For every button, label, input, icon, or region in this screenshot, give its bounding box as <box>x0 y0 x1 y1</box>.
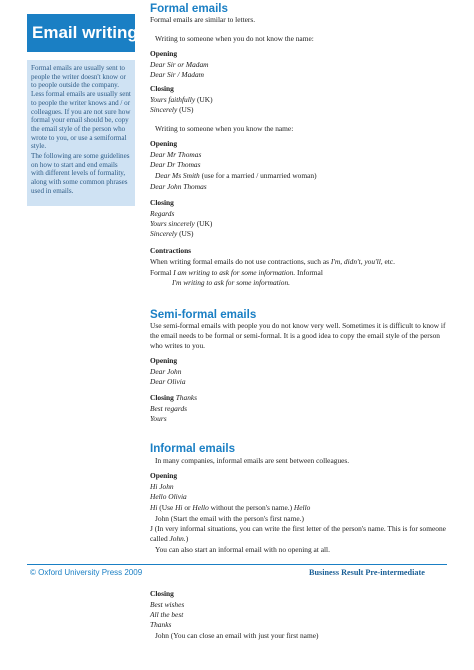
opening-phrase-ms <box>155 171 317 181</box>
informal-label: Informal <box>297 268 323 277</box>
opening-phrase: Dear Olivia <box>150 377 186 386</box>
closing-phrase: Best regards <box>150 404 188 413</box>
opening-phrase: Hello Olivia <box>150 492 187 501</box>
label-contractions: Contractions <box>150 246 192 255</box>
closing-region: (US) <box>179 229 194 238</box>
opening-phrase: Dear Mr Thomas <box>150 150 202 159</box>
closing-line <box>150 393 197 403</box>
contractions-examples: I'm, didn't, you'll, <box>330 257 383 266</box>
hi-text: (Use <box>159 503 174 512</box>
j-line <box>150 524 450 544</box>
closing-phrase-text: Yours sincerely <box>150 219 195 228</box>
label-opening: Opening <box>150 139 178 148</box>
closing-phrase: Regards <box>150 209 175 218</box>
closing-phrase: All the best <box>150 610 184 619</box>
formal-example-text: I am writing to ask for some information. <box>173 268 296 277</box>
informal-example: I'm writing to ask for some information. <box>172 278 290 287</box>
opening-phrase: Hi John <box>150 482 174 491</box>
hello-word: Hello <box>192 503 209 512</box>
closing-phrase: Best wishes <box>150 600 185 609</box>
hi-word: Hi <box>150 503 158 512</box>
hello-word: Hello <box>293 503 311 512</box>
closing-region: (US) <box>179 105 194 114</box>
opening-phrase: Dear Sir / Madam <box>150 70 204 79</box>
closing-region: (UK) <box>196 95 213 104</box>
opening-phrase: Dear Dr Thomas <box>150 160 201 169</box>
closing-phrase <box>150 219 212 229</box>
closing-phrase-john: John (You can close an email with just your first name) <box>155 631 319 640</box>
contractions-sentence: When writing formal emails do not use contractions, such as <box>150 257 329 266</box>
hi-line <box>150 503 310 513</box>
label-opening: Opening <box>150 356 178 365</box>
footer-divider <box>27 564 447 565</box>
closing-phrase: Yours <box>150 414 167 423</box>
no-opening-line: You can also start an informal email with no opening at all. <box>155 545 330 554</box>
footer-book-title: Business Result Pre-intermediate <box>309 568 425 577</box>
formal-intro: Formal emails are similar to letters. <box>150 15 256 24</box>
section-heading-semiformal: Semi-formal emails <box>150 308 257 321</box>
sidebar-paragraph: The following are some guidelines on how to start and end emails with different levels of formality, along with some common phrases used in emails. <box>31 152 130 195</box>
label-closing: Closing <box>150 589 174 598</box>
closing-phrase-text: Sincerely <box>150 105 178 114</box>
closing-region: (UK) <box>196 219 213 228</box>
contractions-text <box>150 257 395 267</box>
john-line: John (Start the email with the person's first name.) <box>155 514 304 523</box>
hi-text: without the person's name.) <box>210 503 293 512</box>
label-closing: Closing <box>150 393 174 402</box>
closing-phrase <box>150 229 193 239</box>
hi-text: or <box>184 503 191 512</box>
formal-example <box>150 268 323 278</box>
j-end: ) <box>185 534 189 543</box>
informal-intro: In many companies, informal emails are sent between colleagues. <box>155 456 350 465</box>
formal-label: Formal <box>150 268 172 277</box>
closing-phrase: Thanks <box>150 620 172 629</box>
page-title: Email writing <box>27 14 135 52</box>
sidebar-paragraph: Formal emails are usually sent to people the writer doesn't know or to people outside the company. Less formal emails are usually sent to people the writer knows and / or colleagues. If you are not sure how formal your email should be, copy the email style of the person who wrote to you, or use a semiformal style. <box>31 64 131 151</box>
label-closing: Closing <box>150 198 174 207</box>
contractions-etc: etc. <box>384 257 395 266</box>
hi-word: Hi <box>175 503 183 512</box>
closing-phrase-text: Thanks <box>175 393 198 402</box>
j-name: John. <box>169 534 186 543</box>
opening-phrase: Dear Sir or Madam <box>150 60 209 69</box>
opening-phrase: Dear John <box>150 367 182 376</box>
opening-note: (use for a married / unmarried woman) <box>201 171 317 180</box>
closing-phrase-text: Sincerely <box>150 229 178 238</box>
semiformal-intro: Use semi-formal emails with people you do not know very well. Sometimes it is difficult to know if the email needs to be formal or semi-formal. It is a good idea to copy the email style of the person who writes to you. <box>150 321 446 350</box>
footer-copyright: © Oxford University Press 2009 <box>30 568 143 577</box>
opening-phrase-text: Dear Ms Smith <box>155 171 200 180</box>
intro-sidebar <box>27 60 135 206</box>
opening-phrase: Dear John Thomas <box>150 182 207 191</box>
closing-phrase-text: Yours faithfully <box>150 95 196 104</box>
formal-known-name: Writing to someone when you know the name: <box>155 124 294 133</box>
closing-phrase <box>150 95 213 105</box>
formal-unknown-name: Writing to someone when you do not know the name: <box>155 34 314 43</box>
closing-phrase <box>150 105 193 115</box>
label-opening: Opening <box>150 471 178 480</box>
label-closing: Closing <box>150 84 174 93</box>
section-heading-informal: Informal emails <box>150 442 236 455</box>
section-heading-formal: Formal emails <box>150 2 228 15</box>
j-text: J (In very informal situations, you can write the first letter of the person's name. This is for someone called <box>150 524 446 543</box>
label-opening: Opening <box>150 49 178 58</box>
